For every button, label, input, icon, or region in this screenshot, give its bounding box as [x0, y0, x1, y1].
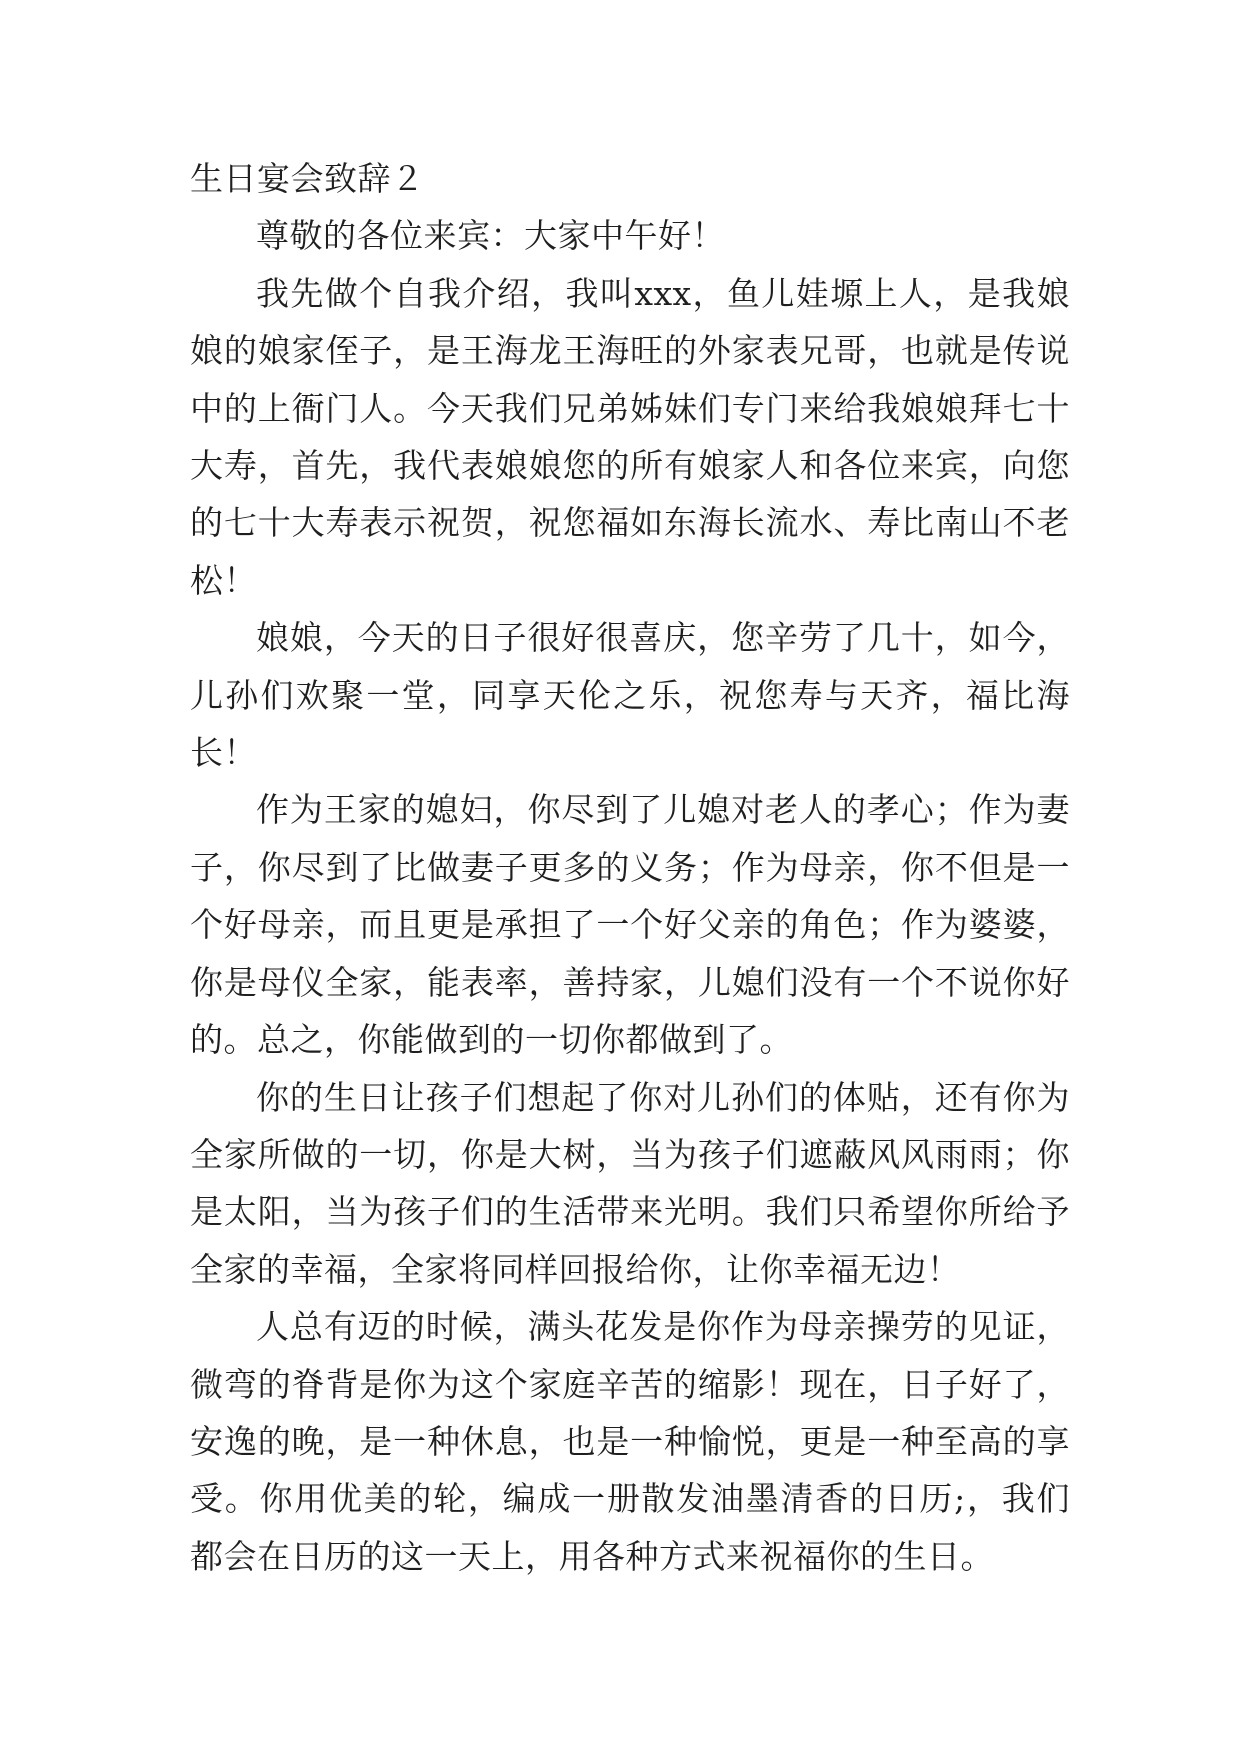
paragraph-blessing: 娘娘，今天的日子很好很喜庆，您辛劳了几十，如今，儿孙们欢聚一堂，同享天伦之乐，祝您寿与天齐，福比海长！ [190, 618, 1070, 773]
document-title: 生日宴会致辞２ [190, 159, 425, 198]
greeting-paragraph: 尊敬的各位来宾：大家中午好！ [256, 216, 725, 256]
paragraph-closing: 人总有迈的时候，满头花发是你作为母亲操劳的见证，微弯的脊背是你为这个家庭辛苦的缩影！现在，日子好了，安逸的晚，是一种休息，也是一种愉悦，更是一种至高的享受。你用优美的轮，编成一册散发油墨清香的日历;，我们都会在日历的这一天上，用各种方式来祝福你的生日。 [190, 1307, 1070, 1576]
paragraph-introduction: 我先做个自我介绍，我叫xxx，鱼儿娃塬上人，是我娘娘的娘家侄子，是王海龙王海旺的外家表兄哥，也就是传说中的上衙门人。今天我们兄弟姊妹们专门来给我娘娘拜七十大寿，首先，我代表娘娘您的所有娘家人和各位来宾，向您的七十大寿表示祝贺，祝您福如东海长流水、寿比南山不老松！ [190, 273, 1070, 600]
paragraph-gratitude: 你的生日让孩子们想起了你对儿孙们的体贴，还有你为全家所做的一切，你是大树，当为孩子们遮蔽风风雨雨；你是太阳，当为孩子们的生活带来光明。我们只希望你所给予全家的幸福，全家将同样回报给你，让你幸福无边！ [190, 1077, 1070, 1289]
paragraph-roles: 作为王家的媳妇，你尽到了儿媳对老人的孝心；作为妻子，你尽到了比做妻子更多的义务；作为母亲，你不但是一个好母亲，而且更是承担了一个好父亲的角色；作为婆婆，你是母仪全家，能表率，善持家，儿媳们没有一个不说你好的。总之，你能做到的一切你都做到了。 [190, 790, 1070, 1060]
document-body [190, 150, 1070, 1585]
